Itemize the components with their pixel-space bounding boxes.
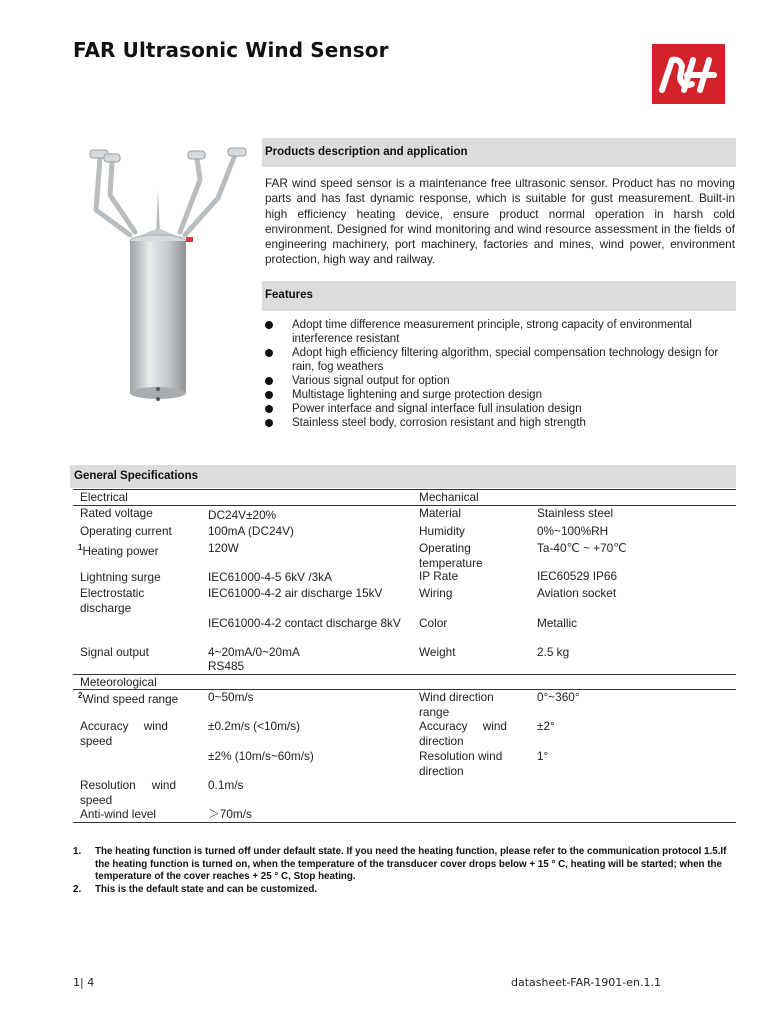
meteorological-section-label: Meteorological bbox=[80, 675, 157, 689]
wind-direction-range-value: 0°~360° bbox=[537, 690, 580, 704]
ip-rate-value: IEC60529 IP66 bbox=[537, 569, 618, 583]
page-title: FAR Ultrasonic Wind Sensor bbox=[73, 38, 389, 62]
signal-output-value-1: 4~20mA/0~20mA bbox=[208, 645, 300, 659]
resolution-wind-speed-value: 0.1m/s bbox=[208, 778, 244, 792]
operating-temperature-value: Ta-40℃ ~ +70℃ bbox=[537, 541, 627, 555]
feature-item: Multistage lightening and surge protection design bbox=[265, 388, 735, 402]
table-divider bbox=[73, 822, 736, 823]
esd-contact-value: IEC61000-4-2 contact discharge 8kV bbox=[208, 616, 401, 630]
bullet-icon bbox=[265, 419, 273, 427]
bullet-icon bbox=[265, 391, 273, 399]
accuracy-wind-speed-label: Accuracy wind speed bbox=[80, 719, 168, 748]
footnote-1: 1. The heating function is turned off under default state. If you need the heating function, please refer to the communication protocol 1.5.If the heating function is turned on, when the temperature of the transducer cover drops below + 15 ° C, heating will be started; when the temperature of the cover reaches + 25 ° C, Stop heating. bbox=[73, 846, 727, 882]
anti-wind-level-label: Anti-wind level bbox=[80, 807, 157, 821]
heating-power-label: $^1$Heating power bbox=[78, 543, 159, 558]
humidity-value: 0%~100%RH bbox=[537, 524, 609, 538]
mechanical-section-label: Mechanical bbox=[419, 490, 479, 504]
ip-rate-label: IP Rate bbox=[419, 569, 459, 583]
document-id: datasheet-FAR-1901-en.1.1 bbox=[511, 976, 661, 989]
wind-speed-range-value: 0~50m/s bbox=[208, 690, 254, 704]
feature-item: Various signal output for option bbox=[265, 374, 735, 388]
wind-direction-range-label: Wind direction range bbox=[419, 690, 494, 719]
rated-voltage-label: Rated voltage bbox=[80, 506, 153, 520]
anti-wind-level-value: ＞70m/s bbox=[208, 807, 252, 821]
product-description-heading: Products description and application bbox=[262, 138, 736, 167]
signal-output-value-2: RS485 bbox=[208, 659, 245, 673]
features-heading: Features bbox=[262, 281, 736, 311]
electrostatic-discharge-label: Electrostatic discharge bbox=[80, 586, 145, 615]
table-divider bbox=[73, 489, 736, 490]
resolution-wind-direction-label: Resolution wind direction bbox=[419, 749, 503, 778]
accuracy-wind-speed-value-2: ±2% (10m/s~60m/s) bbox=[208, 749, 314, 763]
lightning-surge-value: IEC61000-4-5 6kV /3kA bbox=[208, 570, 332, 584]
bullet-icon bbox=[265, 321, 273, 329]
wind-speed-range-label: $^2$Wind speed range bbox=[78, 691, 179, 706]
operating-current-value: 100mA (DC24V) bbox=[208, 524, 294, 538]
footnotes bbox=[73, 846, 738, 896]
page-number: 1| 4 bbox=[73, 976, 95, 989]
company-logo bbox=[652, 44, 725, 104]
product-description-text: FAR wind speed sensor is a maintenance free ultrasonic sensor. Product has no moving parts and has fast dynamic response, which is suitable for gust measurement. Built-in high efficiency heating device, ensure product normal operation in harsh cold environment. Designed for wind monitoring and wind resource assessment in the fields of engineering machinery, port machinery, factories and mines, wind power, environment protection, high way and railway. bbox=[265, 176, 735, 267]
electrical-section-label: Electrical bbox=[80, 490, 128, 504]
bullet-icon bbox=[265, 349, 273, 357]
wiring-value: Aviation socket bbox=[537, 586, 617, 600]
wind-sensor-image bbox=[70, 140, 260, 410]
table-divider bbox=[73, 674, 736, 675]
color-label: Color bbox=[419, 616, 448, 630]
feature-item: Stainless steel body, corrosion resistant and high strength bbox=[265, 416, 735, 430]
operating-temperature-label: Operating temperature bbox=[419, 541, 483, 570]
rated-voltage-value: DC24V±20% bbox=[208, 508, 277, 522]
material-label: Material bbox=[419, 506, 461, 520]
resolution-wind-direction-value: 1° bbox=[537, 749, 549, 763]
accuracy-wind-direction-label: Accuracy wind direction bbox=[419, 719, 507, 748]
esd-air-value: IEC61000-4-2 air discharge 15kV bbox=[208, 586, 383, 600]
bullet-icon bbox=[265, 377, 273, 385]
resolution-wind-speed-label: Resolution wind speed bbox=[80, 778, 176, 807]
weight-value: 2.5 kg bbox=[537, 645, 570, 659]
heating-power-value: 120W bbox=[208, 541, 239, 555]
table-divider bbox=[73, 505, 736, 506]
feature-item: Adopt time difference measurement principle, strong capacity of environmental interference resistant bbox=[265, 318, 735, 346]
material-value: Stainless steel bbox=[537, 506, 614, 520]
humidity-label: Humidity bbox=[419, 524, 465, 538]
color-value: Metallic bbox=[537, 616, 577, 630]
feature-item: Power interface and signal interface full insulation design bbox=[265, 402, 735, 416]
features-list bbox=[265, 318, 735, 430]
operating-current-label: Operating current bbox=[80, 524, 172, 538]
lightning-surge-label: Lightning surge bbox=[80, 570, 161, 584]
general-specifications-heading: General Specifications bbox=[70, 465, 736, 488]
accuracy-wind-speed-value-1: ±0.2m/s (<10m/s) bbox=[208, 719, 301, 733]
feature-item: Adopt high efficiency filtering algorithm, special compensation technology design for rain, fog weathers bbox=[265, 346, 735, 374]
footnote-2: 2. This is the default state and can be customized. bbox=[73, 883, 318, 895]
bullet-icon bbox=[265, 405, 273, 413]
weight-label: Weight bbox=[419, 645, 456, 659]
accuracy-wind-direction-value: ±2° bbox=[537, 719, 555, 733]
signal-output-label: Signal output bbox=[80, 645, 149, 659]
wiring-label: Wiring bbox=[419, 586, 453, 600]
